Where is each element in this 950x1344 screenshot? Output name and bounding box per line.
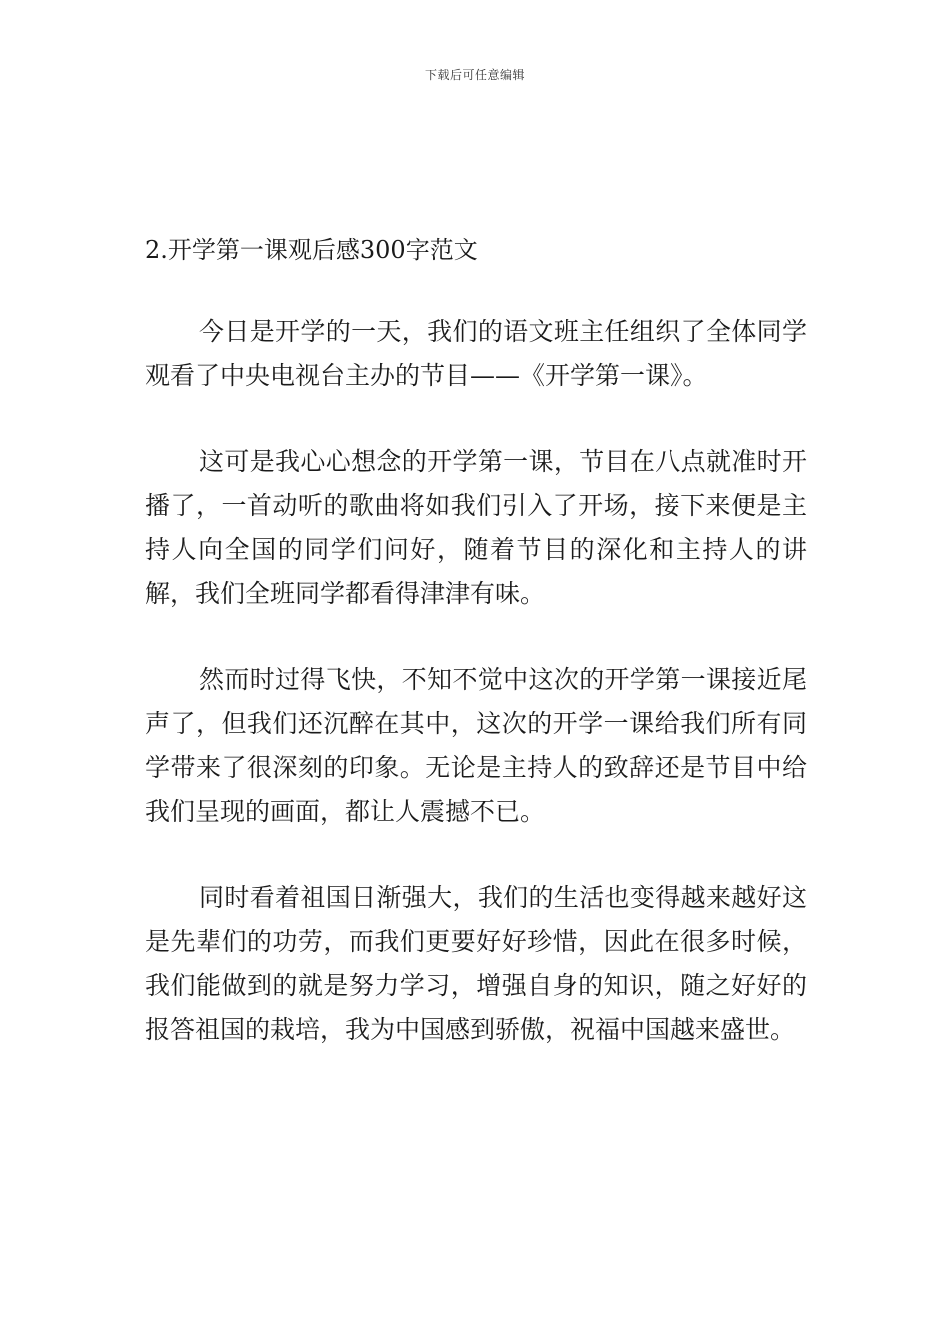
paragraph-1: 今日是开学的一天，我们的语文班主任组织了全体同学观看了中央电视台主办的节目——《开学第一课》。	[145, 317, 807, 390]
header-note: 下载后可任意编辑	[424, 68, 525, 82]
paragraph-3: 然而时过得飞快，不知不觉中这次的开学第一课接近尾声了，但我们还沉醉在其中，这次的开学一课给我们所有同学带来了很深刻的印象。无论是主持人的致辞还是节目中给我们呈现的画面，都让人震撼不已。	[145, 665, 807, 826]
paragraph-4: 同时看着祖国日渐强大，我们的生活也变得越来越好这是先辈们的功劳，而我们更要好好珍惜，因此在很多时候，我们能做到的就是努力学习，增强自身的知识，随之好好的报答祖国的栽培，我为中国感到骄傲，祝福中国越来盛世。	[145, 883, 807, 1044]
article-body	[145, 228, 807, 1094]
article-title: 2.开学第一课观后感300字范文	[145, 236, 478, 264]
paragraph-2: 这可是我心心想念的开学第一课，节目在八点就准时开播了，一首动听的歌曲将如我们引入了开场，接下来便是主持人向全国的同学们问好，随着节目的深化和主持人的讲解，我们全班同学都看得津津有味。	[145, 447, 807, 608]
